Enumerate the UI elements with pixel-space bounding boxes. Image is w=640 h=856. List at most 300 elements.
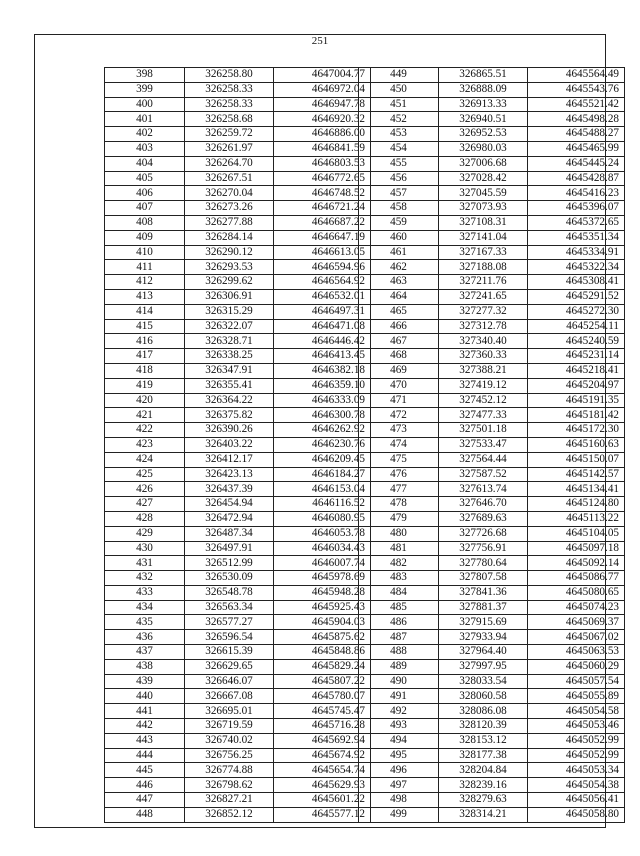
table-row xyxy=(359,630,625,645)
point-number-cell: 442 xyxy=(105,719,185,734)
table-row xyxy=(359,763,625,778)
table-row xyxy=(105,719,371,734)
table-row xyxy=(105,289,371,304)
x-coordinate-cell: 328060.58 xyxy=(439,689,528,704)
x-coordinate-cell: 327964.40 xyxy=(439,645,528,660)
table-row xyxy=(105,304,371,319)
point-number-cell: 484 xyxy=(359,585,439,600)
table-row xyxy=(359,215,625,230)
point-number-cell: 450 xyxy=(359,82,439,97)
y-coordinate-cell: 4645124.80 xyxy=(528,497,625,512)
y-coordinate-cell: 4645904.03 xyxy=(274,615,371,630)
x-coordinate-cell: 327452.12 xyxy=(439,393,528,408)
table-row xyxy=(105,778,371,793)
y-coordinate-cell: 4645074.23 xyxy=(528,600,625,615)
point-number-cell: 400 xyxy=(105,97,185,112)
x-coordinate-cell: 328239.16 xyxy=(439,778,528,793)
x-coordinate-cell: 327564.44 xyxy=(439,452,528,467)
y-coordinate-cell: 4645181.42 xyxy=(528,408,625,423)
point-number-cell: 446 xyxy=(105,778,185,793)
point-number-cell: 476 xyxy=(359,467,439,482)
point-number-cell: 477 xyxy=(359,482,439,497)
table-row xyxy=(359,304,625,319)
point-number-cell: 447 xyxy=(105,793,185,808)
y-coordinate-cell: 4645053.46 xyxy=(528,719,625,734)
y-coordinate-cell: 4645113.22 xyxy=(528,511,625,526)
table-row xyxy=(105,511,371,526)
y-coordinate-cell: 4645848.86 xyxy=(274,645,371,660)
table-row xyxy=(105,245,371,260)
point-number-cell: 404 xyxy=(105,156,185,171)
table-row xyxy=(359,245,625,260)
table-row xyxy=(359,141,625,156)
point-number-cell: 454 xyxy=(359,141,439,156)
y-coordinate-cell: 4646613.05 xyxy=(274,245,371,260)
table-row xyxy=(359,511,625,526)
x-coordinate-cell: 326412.17 xyxy=(185,452,274,467)
table-row xyxy=(359,778,625,793)
point-number-cell: 406 xyxy=(105,186,185,201)
table-row xyxy=(105,763,371,778)
x-coordinate-cell: 326284.14 xyxy=(185,230,274,245)
point-number-cell: 492 xyxy=(359,704,439,719)
table-row xyxy=(105,556,371,571)
page-number: 251 xyxy=(311,35,329,47)
y-coordinate-cell: 4645134.41 xyxy=(528,482,625,497)
x-coordinate-cell: 327807.58 xyxy=(439,571,528,586)
table-row xyxy=(359,156,625,171)
table-row xyxy=(105,127,371,142)
table-row xyxy=(359,556,625,571)
table-row xyxy=(105,600,371,615)
table-row xyxy=(359,363,625,378)
x-coordinate-cell: 328314.21 xyxy=(439,807,528,822)
y-coordinate-cell: 4645097.18 xyxy=(528,541,625,556)
point-number-cell: 478 xyxy=(359,497,439,512)
point-number-cell: 424 xyxy=(105,452,185,467)
x-coordinate-cell: 326596.54 xyxy=(185,630,274,645)
table-row xyxy=(105,437,371,452)
x-coordinate-cell: 326437.39 xyxy=(185,482,274,497)
point-number-cell: 496 xyxy=(359,763,439,778)
table-row xyxy=(105,378,371,393)
x-coordinate-cell: 326347.91 xyxy=(185,363,274,378)
x-coordinate-cell: 326338.25 xyxy=(185,349,274,364)
y-coordinate-cell: 4645396.07 xyxy=(528,201,625,216)
y-coordinate-cell: 4645160.63 xyxy=(528,437,625,452)
y-coordinate-cell: 4645254.11 xyxy=(528,319,625,334)
x-coordinate-cell: 326355.41 xyxy=(185,378,274,393)
y-coordinate-cell: 4645543.76 xyxy=(528,82,625,97)
x-coordinate-cell: 327477.33 xyxy=(439,408,528,423)
table-row xyxy=(359,733,625,748)
point-number-cell: 407 xyxy=(105,201,185,216)
point-number-cell: 438 xyxy=(105,659,185,674)
coordinates-table-right xyxy=(358,67,625,823)
point-number-cell: 466 xyxy=(359,319,439,334)
point-number-cell: 451 xyxy=(359,97,439,112)
point-number-cell: 475 xyxy=(359,452,439,467)
point-number-cell: 487 xyxy=(359,630,439,645)
y-coordinate-cell: 4645052.99 xyxy=(528,733,625,748)
x-coordinate-cell: 327587.52 xyxy=(439,467,528,482)
table-row xyxy=(359,201,625,216)
x-coordinate-cell: 326315.29 xyxy=(185,304,274,319)
y-coordinate-cell: 4645055.89 xyxy=(528,689,625,704)
point-number-cell: 462 xyxy=(359,260,439,275)
x-coordinate-cell: 327108.31 xyxy=(439,215,528,230)
y-coordinate-cell: 4645521.42 xyxy=(528,97,625,112)
point-number-cell: 479 xyxy=(359,511,439,526)
table-row xyxy=(105,141,371,156)
y-coordinate-cell: 4646034.43 xyxy=(274,541,371,556)
table-row xyxy=(105,319,371,334)
point-number-cell: 427 xyxy=(105,497,185,512)
y-coordinate-cell: 4645428.87 xyxy=(528,171,625,186)
y-coordinate-cell: 4646803.53 xyxy=(274,156,371,171)
x-coordinate-cell: 326667.08 xyxy=(185,689,274,704)
y-coordinate-cell: 4645654.74 xyxy=(274,763,371,778)
x-coordinate-cell: 327312.78 xyxy=(439,319,528,334)
x-coordinate-cell: 326258.80 xyxy=(185,68,274,83)
x-coordinate-cell: 326454.94 xyxy=(185,497,274,512)
y-coordinate-cell: 4646564.92 xyxy=(274,275,371,290)
y-coordinate-cell: 4645498.28 xyxy=(528,112,625,127)
point-number-cell: 399 xyxy=(105,82,185,97)
point-number-cell: 413 xyxy=(105,289,185,304)
point-number-cell: 402 xyxy=(105,127,185,142)
table-row xyxy=(359,260,625,275)
point-number-cell: 410 xyxy=(105,245,185,260)
table-row xyxy=(105,585,371,600)
table-row xyxy=(359,289,625,304)
point-number-cell: 412 xyxy=(105,275,185,290)
y-coordinate-cell: 4647004.77 xyxy=(274,68,371,83)
x-coordinate-cell: 326774.88 xyxy=(185,763,274,778)
table-row xyxy=(105,645,371,660)
x-coordinate-cell: 326472.94 xyxy=(185,511,274,526)
y-coordinate-cell: 4646080.95 xyxy=(274,511,371,526)
point-number-cell: 426 xyxy=(105,482,185,497)
y-coordinate-cell: 4645564.49 xyxy=(528,68,625,83)
point-number-cell: 425 xyxy=(105,467,185,482)
point-number-cell: 463 xyxy=(359,275,439,290)
x-coordinate-cell: 327360.33 xyxy=(439,349,528,364)
point-number-cell: 464 xyxy=(359,289,439,304)
x-coordinate-cell: 326258.68 xyxy=(185,112,274,127)
y-coordinate-cell: 4646772.65 xyxy=(274,171,371,186)
y-coordinate-cell: 4646497.31 xyxy=(274,304,371,319)
x-coordinate-cell: 327028.42 xyxy=(439,171,528,186)
y-coordinate-cell: 4645060.29 xyxy=(528,659,625,674)
table-row xyxy=(359,748,625,763)
y-coordinate-cell: 4645057.54 xyxy=(528,674,625,689)
x-coordinate-cell: 326364.22 xyxy=(185,393,274,408)
point-number-cell: 429 xyxy=(105,526,185,541)
y-coordinate-cell: 4645629.93 xyxy=(274,778,371,793)
table-row xyxy=(105,748,371,763)
y-coordinate-cell: 4645372.65 xyxy=(528,215,625,230)
x-coordinate-cell: 326548.78 xyxy=(185,585,274,600)
y-coordinate-cell: 4645104.05 xyxy=(528,526,625,541)
x-coordinate-cell: 328120.39 xyxy=(439,719,528,734)
point-number-cell: 497 xyxy=(359,778,439,793)
point-number-cell: 493 xyxy=(359,719,439,734)
table-row xyxy=(105,674,371,689)
y-coordinate-cell: 4646841.59 xyxy=(274,141,371,156)
table-row xyxy=(359,275,625,290)
y-coordinate-cell: 4645674.92 xyxy=(274,748,371,763)
x-coordinate-cell: 327388.21 xyxy=(439,363,528,378)
point-number-cell: 452 xyxy=(359,112,439,127)
x-coordinate-cell: 327188.08 xyxy=(439,260,528,275)
point-number-cell: 445 xyxy=(105,763,185,778)
table-row xyxy=(359,82,625,97)
y-coordinate-cell: 4645191.35 xyxy=(528,393,625,408)
point-number-cell: 437 xyxy=(105,645,185,660)
y-coordinate-cell: 4646413.45 xyxy=(274,349,371,364)
y-coordinate-cell: 4645080.65 xyxy=(528,585,625,600)
table-row xyxy=(105,497,371,512)
point-number-cell: 480 xyxy=(359,526,439,541)
x-coordinate-cell: 326719.59 xyxy=(185,719,274,734)
table-row xyxy=(105,526,371,541)
y-coordinate-cell: 4645150.07 xyxy=(528,452,625,467)
point-number-cell: 498 xyxy=(359,793,439,808)
point-number-cell: 456 xyxy=(359,171,439,186)
y-coordinate-cell: 4645142.57 xyxy=(528,467,625,482)
x-coordinate-cell: 326646.07 xyxy=(185,674,274,689)
y-coordinate-cell: 4646886.00 xyxy=(274,127,371,142)
x-coordinate-cell: 327419.12 xyxy=(439,378,528,393)
y-coordinate-cell: 4645780.07 xyxy=(274,689,371,704)
x-coordinate-cell: 326273.26 xyxy=(185,201,274,216)
table-row xyxy=(105,230,371,245)
y-coordinate-cell: 4646053.78 xyxy=(274,526,371,541)
x-coordinate-cell: 326375.82 xyxy=(185,408,274,423)
point-number-cell: 486 xyxy=(359,615,439,630)
table-row xyxy=(105,733,371,748)
point-number-cell: 481 xyxy=(359,541,439,556)
point-number-cell: 414 xyxy=(105,304,185,319)
table-row xyxy=(105,97,371,112)
x-coordinate-cell: 326888.09 xyxy=(439,82,528,97)
point-number-cell: 473 xyxy=(359,423,439,438)
y-coordinate-cell: 4645829.24 xyxy=(274,659,371,674)
x-coordinate-cell: 326756.25 xyxy=(185,748,274,763)
x-coordinate-cell: 326293.53 xyxy=(185,260,274,275)
table-row xyxy=(105,482,371,497)
table-row xyxy=(105,363,371,378)
table-row xyxy=(359,186,625,201)
point-number-cell: 449 xyxy=(359,68,439,83)
table-row xyxy=(105,260,371,275)
x-coordinate-cell: 326629.65 xyxy=(185,659,274,674)
point-number-cell: 444 xyxy=(105,748,185,763)
y-coordinate-cell: 4646947.78 xyxy=(274,97,371,112)
x-coordinate-cell: 326277.88 xyxy=(185,215,274,230)
table-row xyxy=(359,230,625,245)
x-coordinate-cell: 327915.69 xyxy=(439,615,528,630)
y-coordinate-cell: 4645351.34 xyxy=(528,230,625,245)
table-row xyxy=(359,349,625,364)
point-number-cell: 468 xyxy=(359,349,439,364)
y-coordinate-cell: 4645445.24 xyxy=(528,156,625,171)
y-coordinate-cell: 4645925.43 xyxy=(274,600,371,615)
point-number-cell: 469 xyxy=(359,363,439,378)
point-number-cell: 409 xyxy=(105,230,185,245)
table-row xyxy=(359,645,625,660)
point-number-cell: 408 xyxy=(105,215,185,230)
point-number-cell: 472 xyxy=(359,408,439,423)
y-coordinate-cell: 4645054.58 xyxy=(528,704,625,719)
x-coordinate-cell: 326497.91 xyxy=(185,541,274,556)
point-number-cell: 430 xyxy=(105,541,185,556)
table-row xyxy=(105,807,371,822)
y-coordinate-cell: 4645058.80 xyxy=(528,807,625,822)
table-row xyxy=(359,689,625,704)
y-coordinate-cell: 4645231.14 xyxy=(528,349,625,364)
y-coordinate-cell: 4645054.38 xyxy=(528,778,625,793)
x-coordinate-cell: 326487.34 xyxy=(185,526,274,541)
point-number-cell: 474 xyxy=(359,437,439,452)
point-number-cell: 448 xyxy=(105,807,185,822)
y-coordinate-cell: 4646647.19 xyxy=(274,230,371,245)
x-coordinate-cell: 326615.39 xyxy=(185,645,274,660)
y-coordinate-cell: 4645069.37 xyxy=(528,615,625,630)
x-coordinate-cell: 327881.37 xyxy=(439,600,528,615)
table-row xyxy=(359,68,625,83)
x-coordinate-cell: 327211.76 xyxy=(439,275,528,290)
y-coordinate-cell: 4645056.41 xyxy=(528,793,625,808)
x-coordinate-cell: 326577.27 xyxy=(185,615,274,630)
table-row xyxy=(105,349,371,364)
table-row xyxy=(359,585,625,600)
y-coordinate-cell: 4646209.45 xyxy=(274,452,371,467)
table-row xyxy=(359,659,625,674)
x-coordinate-cell: 328086.08 xyxy=(439,704,528,719)
table-row xyxy=(359,112,625,127)
point-number-cell: 415 xyxy=(105,319,185,334)
x-coordinate-cell: 328153.12 xyxy=(439,733,528,748)
y-coordinate-cell: 4645416.23 xyxy=(528,186,625,201)
x-coordinate-cell: 327613.74 xyxy=(439,482,528,497)
y-coordinate-cell: 4645488.27 xyxy=(528,127,625,142)
point-number-cell: 435 xyxy=(105,615,185,630)
y-coordinate-cell: 4646748.52 xyxy=(274,186,371,201)
table-row xyxy=(105,186,371,201)
x-coordinate-cell: 326264.70 xyxy=(185,156,274,171)
point-number-cell: 488 xyxy=(359,645,439,660)
y-coordinate-cell: 4645053.34 xyxy=(528,763,625,778)
table-row xyxy=(359,408,625,423)
point-number-cell: 411 xyxy=(105,260,185,275)
table-row xyxy=(359,319,625,334)
x-coordinate-cell: 326259.72 xyxy=(185,127,274,142)
y-coordinate-cell: 4646972.04 xyxy=(274,82,371,97)
point-number-cell: 405 xyxy=(105,171,185,186)
table-row xyxy=(359,719,625,734)
y-coordinate-cell: 4646920.32 xyxy=(274,112,371,127)
y-coordinate-cell: 4646300.78 xyxy=(274,408,371,423)
y-coordinate-cell: 4645601.22 xyxy=(274,793,371,808)
point-number-cell: 421 xyxy=(105,408,185,423)
table-row xyxy=(105,689,371,704)
point-number-cell: 470 xyxy=(359,378,439,393)
x-coordinate-cell: 326270.04 xyxy=(185,186,274,201)
x-coordinate-cell: 327045.59 xyxy=(439,186,528,201)
x-coordinate-cell: 326299.62 xyxy=(185,275,274,290)
table-row xyxy=(359,437,625,452)
table-row xyxy=(105,156,371,171)
y-coordinate-cell: 4645308.41 xyxy=(528,275,625,290)
point-number-cell: 436 xyxy=(105,630,185,645)
table-row xyxy=(105,659,371,674)
x-coordinate-cell: 327141.04 xyxy=(439,230,528,245)
x-coordinate-cell: 328033.54 xyxy=(439,674,528,689)
x-coordinate-cell: 328204.84 xyxy=(439,763,528,778)
x-coordinate-cell: 327841.36 xyxy=(439,585,528,600)
point-number-cell: 401 xyxy=(105,112,185,127)
point-number-cell: 499 xyxy=(359,807,439,822)
point-number-cell: 460 xyxy=(359,230,439,245)
table-row xyxy=(105,68,371,83)
table-row xyxy=(359,497,625,512)
x-coordinate-cell: 326512.99 xyxy=(185,556,274,571)
y-coordinate-cell: 4645875.62 xyxy=(274,630,371,645)
y-coordinate-cell: 4646359.10 xyxy=(274,378,371,393)
x-coordinate-cell: 328279.63 xyxy=(439,793,528,808)
point-number-cell: 471 xyxy=(359,393,439,408)
point-number-cell: 432 xyxy=(105,571,185,586)
x-coordinate-cell: 326827.21 xyxy=(185,793,274,808)
y-coordinate-cell: 4645745.47 xyxy=(274,704,371,719)
point-number-cell: 490 xyxy=(359,674,439,689)
table-row xyxy=(359,482,625,497)
point-number-cell: 420 xyxy=(105,393,185,408)
table-row xyxy=(359,600,625,615)
x-coordinate-cell: 326328.71 xyxy=(185,334,274,349)
y-coordinate-cell: 4645334.91 xyxy=(528,245,625,260)
x-coordinate-cell: 327689.63 xyxy=(439,511,528,526)
y-coordinate-cell: 4646153.04 xyxy=(274,482,371,497)
x-coordinate-cell: 327340.40 xyxy=(439,334,528,349)
x-coordinate-cell: 327533.47 xyxy=(439,437,528,452)
y-coordinate-cell: 4645240.59 xyxy=(528,334,625,349)
point-number-cell: 431 xyxy=(105,556,185,571)
y-coordinate-cell: 4645978.69 xyxy=(274,571,371,586)
x-coordinate-cell: 327006.68 xyxy=(439,156,528,171)
coordinates-table-left-body xyxy=(105,68,371,823)
point-number-cell: 418 xyxy=(105,363,185,378)
y-coordinate-cell: 4646532.01 xyxy=(274,289,371,304)
x-coordinate-cell: 327501.18 xyxy=(439,423,528,438)
y-coordinate-cell: 4645172.30 xyxy=(528,423,625,438)
y-coordinate-cell: 4645086.77 xyxy=(528,571,625,586)
x-coordinate-cell: 326952.53 xyxy=(439,127,528,142)
point-number-cell: 439 xyxy=(105,674,185,689)
y-coordinate-cell: 4646594.96 xyxy=(274,260,371,275)
table-row xyxy=(359,793,625,808)
x-coordinate-cell: 327073.93 xyxy=(439,201,528,216)
table-row xyxy=(105,201,371,216)
point-number-cell: 485 xyxy=(359,600,439,615)
table-row xyxy=(105,334,371,349)
y-coordinate-cell: 4645322.34 xyxy=(528,260,625,275)
x-coordinate-cell: 326306.91 xyxy=(185,289,274,304)
y-coordinate-cell: 4645063.53 xyxy=(528,645,625,660)
x-coordinate-cell: 326913.33 xyxy=(439,97,528,112)
